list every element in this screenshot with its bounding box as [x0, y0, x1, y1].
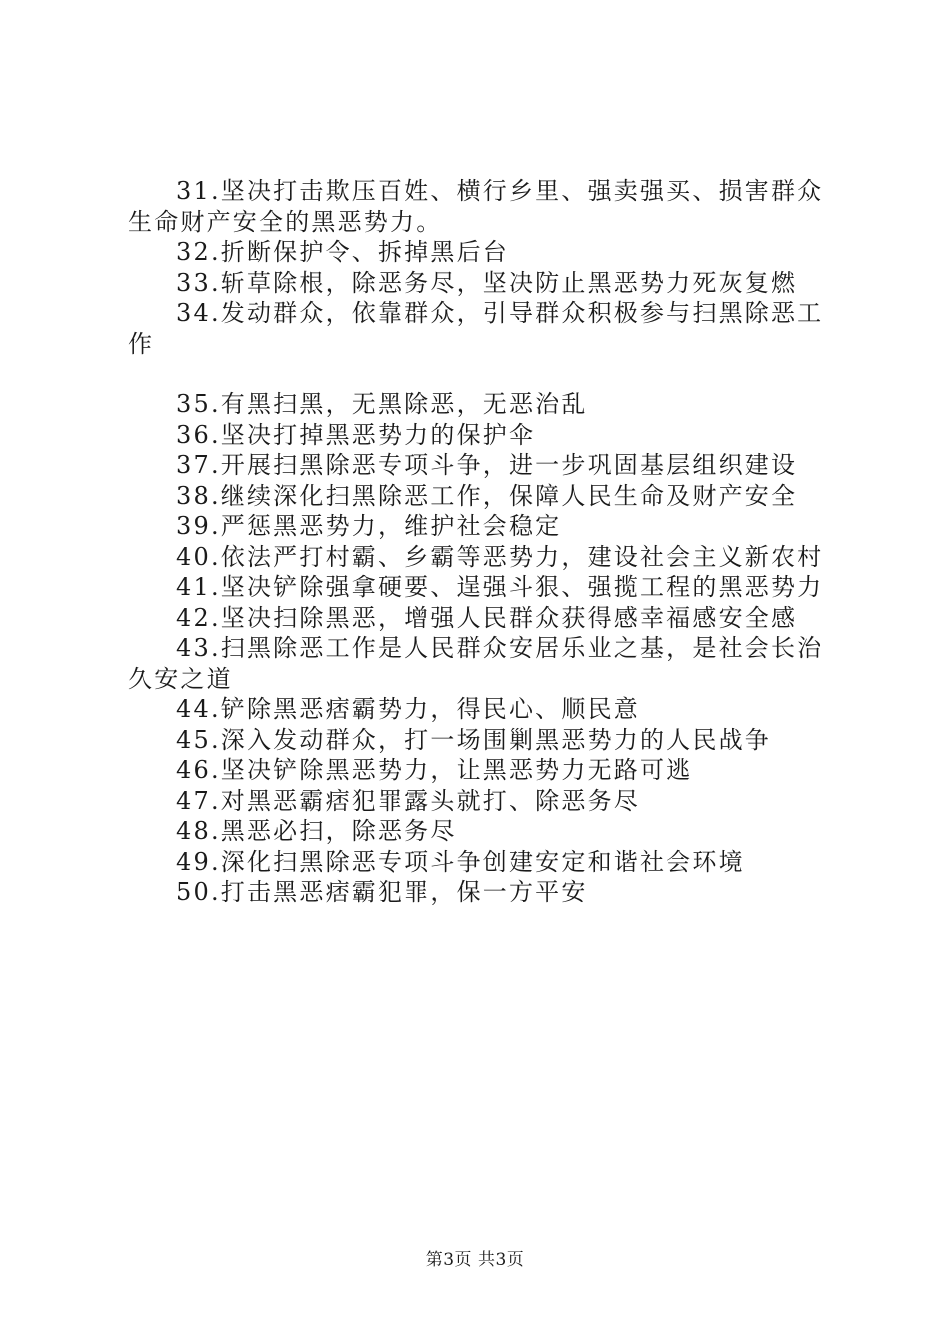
list-item: 36.坚决打掉黑恶势力的保护伞	[176, 420, 536, 449]
list-item: 49.深化扫黑除恶专项斗争创建安定和谐社会环境	[176, 847, 745, 876]
list-item: 39.严惩黑恶势力，维护社会稳定	[176, 512, 562, 540]
list-item: 42.坚决扫除黑恶，增强人民群众获得感幸福感安全感	[176, 603, 798, 632]
list-item: 35.有黑扫黑，无黑除恶，无恶治乱	[176, 390, 588, 418]
list-item: 46.坚决铲除黑恶势力，让黑恶势力无路可逃	[176, 756, 693, 784]
list-item: 33.斩草除根，除恶务尽，坚决防止黑恶势力死灰复燃	[176, 268, 798, 297]
list-item: 48.黑恶必扫，除恶务尽	[176, 817, 457, 845]
list-item: 43.扫黑除恶工作是人民群众安居乐业之基，是社会长治久安之道	[128, 634, 824, 693]
list-item: 37.开展扫黑除恶专项斗争，进一步巩固基层组织建设	[176, 451, 798, 479]
list-item: 38.继续深化扫黑除恶工作，保障人民生命及财产安全	[176, 481, 798, 510]
list-item: 45.深入发动群众，打一场围剿黑恶势力的人民战争	[176, 725, 771, 754]
list-item: 50.打击黑恶痞霸犯罪，保一方平安	[176, 878, 588, 906]
list-item: 47.对黑恶霸痞犯罪露头就打、除恶务尽	[176, 786, 640, 815]
page-footer	[0, 1245, 950, 1270]
list-item: 44.铲除黑恶痞霸势力，得民心、顺民意	[176, 695, 640, 723]
page-number-label: 第3页 共3页	[425, 1250, 525, 1270]
slogan-list	[128, 176, 834, 908]
list-item: 40.依法严打村霸、乡霸等恶势力，建设社会主义新农村	[176, 542, 824, 571]
list-item: 32.折断保护令、拆掉黑后台	[176, 238, 509, 266]
list-item: 34.发动群众，依靠群众，引导群众积极参与扫黑除恶工作	[128, 299, 824, 358]
list-item: 41.坚决铲除强拿硬要、逞强斗狠、强揽工程的黑恶势力	[176, 573, 824, 601]
list-item: 31.坚决打击欺压百姓、横行乡里、强卖强买、损害群众生命财产安全的黑恶势力。	[128, 177, 824, 236]
